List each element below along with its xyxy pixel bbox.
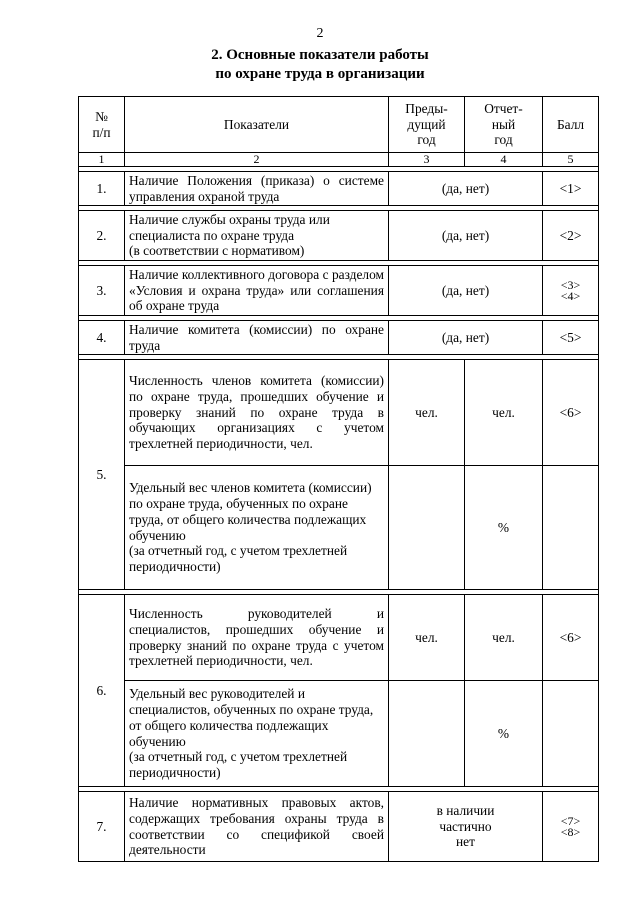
- indicator-text: [125, 466, 389, 590]
- score-mark: <3>: [560, 277, 581, 292]
- answer-option: нет: [456, 834, 475, 850]
- indicator-text: Численность руководителей и специалистов, прошедших обучение и проверку знаний по охране труда с учетом трехлетней периодичности, чел.: [125, 595, 389, 681]
- indicator-text: Наличие коллективного договора с разделом «Условия и охрана труда» или соглашения об охране труда: [125, 266, 389, 316]
- row-number: 7.: [79, 792, 125, 862]
- table-row: [79, 681, 599, 787]
- header-reporting-line-1: Отчет-: [484, 100, 523, 116]
- page-title: [0, 46, 640, 84]
- score-cell: [543, 466, 599, 590]
- header-number-label: п/п: [92, 124, 111, 140]
- score-cell: [543, 681, 599, 787]
- column-number: 2: [125, 153, 389, 167]
- header-previous-line-3: год: [417, 132, 436, 148]
- indicator-text: Численность членов комитета (комиссии) по охране труда, прошедших обучение и проверку знаний по охране труда в обучающих организациях с учетом трехлетней периодичности, чел.: [125, 360, 389, 466]
- table-row: [79, 466, 599, 590]
- indicator-text: Наличие нормативных правовых актов, содержащих требования охраны труда в соответствии со спецификой своей деятельности: [125, 792, 389, 862]
- column-number: 5: [543, 153, 599, 167]
- score-mark: <8>: [560, 824, 581, 839]
- score-cell: [543, 792, 599, 862]
- reporting-year-cell: чел.: [465, 360, 543, 466]
- header-indicators: Показатели: [125, 97, 389, 153]
- score-cell: <6>: [543, 595, 599, 681]
- indicator-text-note: (за отчетный год, с учетом трехлетней периодичности): [129, 543, 348, 575]
- row-number: 2.: [79, 211, 125, 261]
- header-reporting-line-3: год: [494, 132, 513, 148]
- indicator-text: [125, 681, 389, 787]
- score-cell: <6>: [543, 360, 599, 466]
- answer-cell: (да, нет): [389, 172, 543, 206]
- header-reporting-line-2: ный: [491, 116, 516, 132]
- table-row: [79, 321, 599, 355]
- indicator-text-main: Наличие службы охраны труда или специалиста по охране труда: [129, 211, 330, 243]
- score-cell: <2>: [543, 211, 599, 261]
- table-row: [79, 360, 599, 466]
- header-number: [79, 97, 125, 153]
- row-number: 5.: [79, 360, 125, 590]
- table-row: [79, 595, 599, 681]
- header-previous-year: [389, 97, 465, 153]
- answer-option: в наличии: [436, 802, 495, 818]
- score-cell: <5>: [543, 321, 599, 355]
- column-number: 3: [389, 153, 465, 167]
- indicator-text-main: Удельный вес членов комитета (комиссии) по охране труда, обученных по охране труда, от общего количества подлежащих обучению: [129, 480, 372, 543]
- answer-option: частично: [439, 818, 492, 834]
- answer-cell: (да, нет): [389, 266, 543, 316]
- indicators-table: [78, 96, 599, 862]
- indicator-text: Наличие Положения (приказа) о системе управления охраной труда: [125, 172, 389, 206]
- title-line-1: 2. Основные показатели работы: [211, 47, 429, 63]
- column-number: 1: [79, 153, 125, 167]
- column-number: 4: [465, 153, 543, 167]
- previous-year-cell: чел.: [389, 360, 465, 466]
- header-reporting-year: [465, 97, 543, 153]
- answer-cell: (да, нет): [389, 321, 543, 355]
- table-row: [79, 792, 599, 862]
- column-number-row: [79, 153, 599, 167]
- table-row: [79, 266, 599, 316]
- answer-cell: (да, нет): [389, 211, 543, 261]
- answer-options-cell: [389, 792, 543, 862]
- table-row: [79, 172, 599, 206]
- score-cell: <1>: [543, 172, 599, 206]
- score-mark: <4>: [560, 288, 581, 303]
- reporting-year-cell: чел.: [465, 595, 543, 681]
- table-row: [79, 211, 599, 261]
- previous-year-cell: [389, 466, 465, 590]
- reporting-year-cell: %: [465, 466, 543, 590]
- header-row: [79, 97, 599, 153]
- previous-year-cell: [389, 681, 465, 787]
- indicator-text: [125, 211, 389, 261]
- row-number: 3.: [79, 266, 125, 316]
- row-number: 6.: [79, 595, 125, 787]
- header-previous-line-2: дущий: [407, 116, 446, 132]
- score-cell: [543, 266, 599, 316]
- indicator-text-note: (за отчетный год, с учетом трехлетней периодичности): [129, 749, 348, 781]
- indicator-text-main: Удельный вес руководителей и специалистов, обученных по охране труда, от общего количества подлежащих обучению: [129, 686, 374, 749]
- indicator-text-note: (в соответствии с нормативом): [129, 243, 305, 259]
- row-number: 4.: [79, 321, 125, 355]
- header-score: Балл: [543, 97, 599, 153]
- page-number: 2: [316, 26, 324, 41]
- row-number: 1.: [79, 172, 125, 206]
- title-line-2: по охране труда в организации: [215, 66, 425, 82]
- reporting-year-cell: %: [465, 681, 543, 787]
- previous-year-cell: чел.: [389, 595, 465, 681]
- header-number-sign: №: [95, 108, 108, 124]
- header-previous-line-1: Преды-: [405, 100, 448, 116]
- score-mark: <7>: [560, 813, 581, 828]
- indicator-text: Наличие комитета (комиссии) по охране труда: [125, 321, 389, 355]
